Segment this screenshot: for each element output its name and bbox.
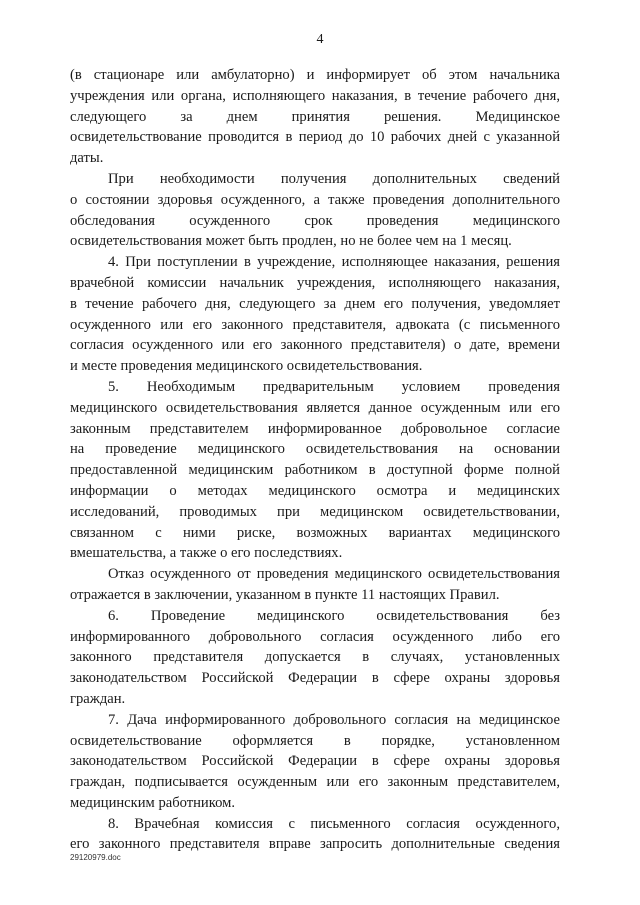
document-file-code: 29120979.doc (70, 853, 121, 862)
text-line: освидетельствование проводится в период до 10 рабочих дней с указанной (70, 129, 560, 146)
document-body (70, 65, 560, 855)
text-line: При необходимости получения дополнительных сведений (108, 170, 560, 187)
text-line: граждан, подписывается осужденным или его законным представителем, (70, 774, 560, 791)
text-line: медицинского освидетельствования является данное осужденным или его (70, 399, 560, 416)
text-line: врачебной комиссии начальник учреждения, исполняющего наказания, (70, 274, 560, 291)
text-line: учреждения или органа, исполняющего наказания, в течение рабочего дня, (70, 87, 560, 104)
text-line: 8. Врачебная комиссия с письменного согласия осужденного, (108, 815, 560, 832)
text-line: осужденного или его законного представителя, адвоката (с письменного (70, 316, 560, 333)
text-line: в течение рабочего дня, следующего за днем его получения, уведомляет (70, 295, 560, 312)
text-line: освидетельствование оформляется в порядке, установленном (70, 732, 560, 749)
text-line: освидетельствования может быть продлен, но не более чем на 1 месяц. (70, 233, 512, 250)
text-line: Отказ осужденного от проведения медицинского освидетельствования (108, 566, 560, 583)
text-line: 4. При поступлении в учреждение, исполняющее наказания, решения (108, 254, 560, 271)
text-line: следующего за днем принятия решения. Медицинское (70, 108, 560, 125)
text-line: законодательством Российской Федерации в сфере охраны здоровья (70, 753, 560, 770)
text-line: и месте проведения медицинского освидетельствования. (70, 358, 423, 375)
paragraph (70, 377, 560, 564)
text-line: (в стационаре или амбулаторно) и информирует об этом начальника (70, 67, 560, 83)
paragraph (70, 65, 560, 169)
paragraph (70, 169, 560, 252)
text-line: 5. Необходимым предварительным условием проведения (108, 378, 560, 395)
paragraph (70, 606, 560, 710)
text-line: связанном с ними риске, возможных вариантах медицинского (70, 524, 560, 541)
text-line: предоставленной медицинским работником в доступной форме полной (70, 462, 560, 479)
text-line: согласия осужденного или его законного представителя) о дате, времени (70, 337, 560, 354)
text-line: информированного добровольного согласия осужденного либо его (70, 628, 560, 645)
text-line: обследования осужденного срок проведения медицинского (70, 212, 560, 229)
text-line: вмешательства, а также о его последствиях. (70, 545, 343, 562)
paragraph (70, 710, 560, 814)
paragraph (70, 252, 560, 377)
text-line: 7. Дача информированного добровольного согласия на медицинское (108, 711, 560, 728)
text-line: даты. (70, 150, 104, 167)
text-line: законного представителя допускается в случаях, установленных (70, 649, 560, 666)
text-line: законным представителем информированное добровольное согласие (70, 420, 560, 437)
text-line: законодательством Российской Федерации в сфере охраны здоровья (70, 670, 560, 687)
paragraph (70, 564, 560, 606)
text-line: на проведение медицинского освидетельствования на основании (70, 441, 560, 458)
text-line: его законного представителя вправе запросить дополнительные сведения (70, 836, 560, 853)
text-line: граждан. (70, 690, 126, 707)
text-line: информации о методах медицинского осмотра и медицинских (70, 482, 560, 499)
text-line: о состоянии здоровья осужденного, а также проведения дополнительного (70, 191, 560, 208)
page-number: 4 (316, 32, 324, 47)
text-line: исследований, проводимых при медицинском освидетельствовании, (70, 503, 560, 520)
text-line: отражается в заключении, указанном в пункте 11 настоящих Правил. (70, 586, 500, 603)
paragraph (70, 814, 560, 856)
text-line: 6. Проведение медицинского освидетельствования без (108, 607, 560, 624)
text-line: медицинским работником. (70, 794, 235, 811)
